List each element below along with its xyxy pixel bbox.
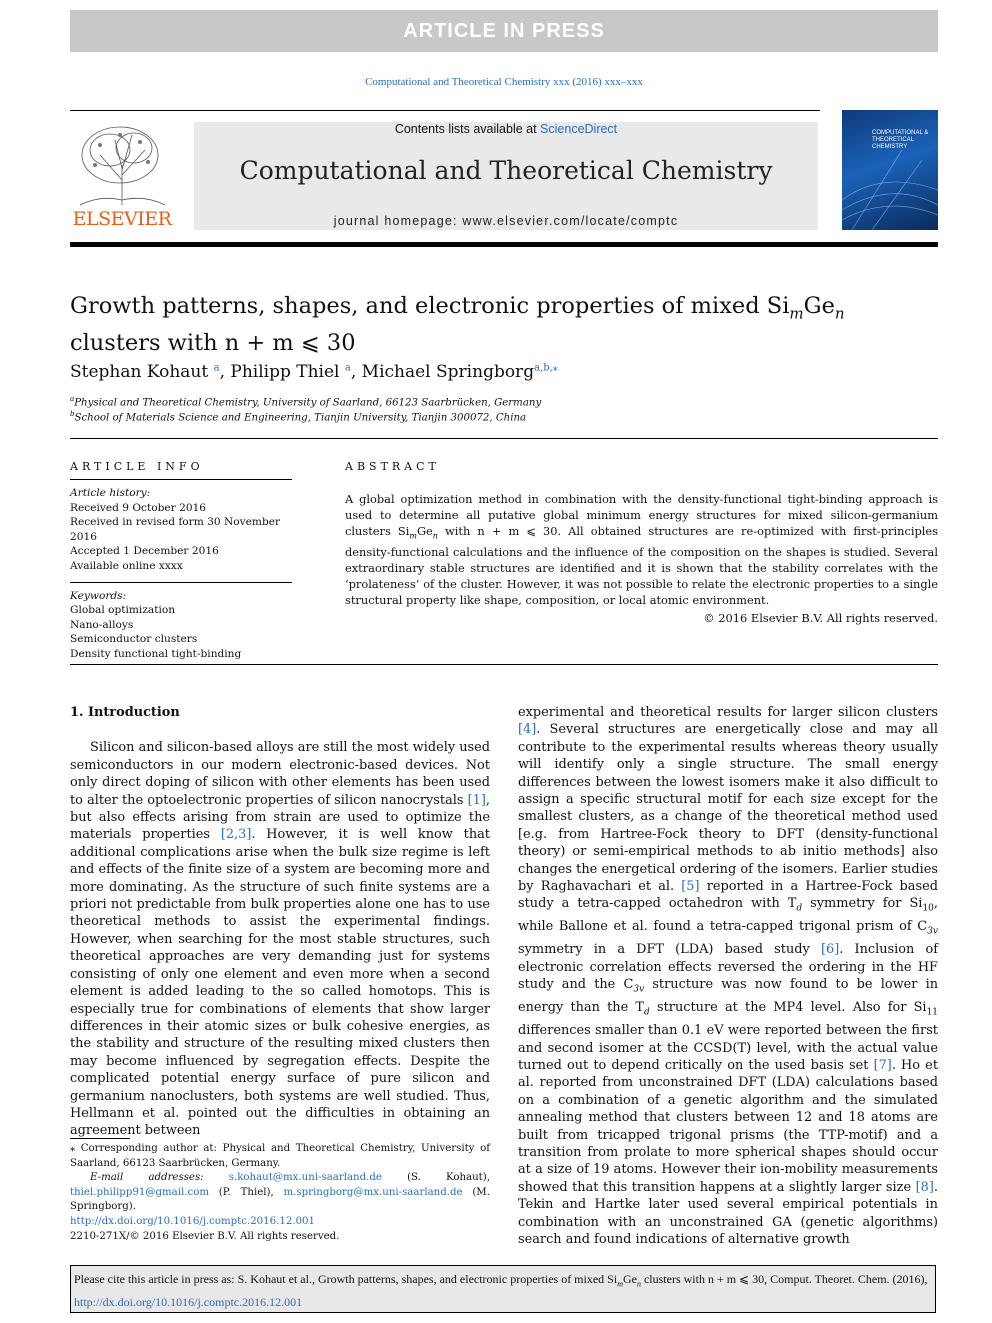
keyword: Global optimization xyxy=(70,604,176,617)
citation-link[interactable]: [1] xyxy=(467,792,486,808)
keyword: Nano-alloys xyxy=(70,618,134,631)
abstract-heading: ABSTRACT xyxy=(345,460,440,473)
body-paragraph: experimental and theoretical results for larger silicon clusters [4]. Several structures are energetically close and may all contribute to the experimental results whereas theory usually will identify only a single structure. The small energy differences between the lowest isomers make it also difficult to assign a specific structural motif for each size except for the smallest clusters, as a change of the theoretical method used [e.g. from Hartree-Fock theory to DFT (density-functional theory) or semi-empirical methods to ab initio methods] also changes the energetical ordering of the isomers. Earlier studies by Raghavachari et al. [5] reported in a Hartree-Fock based study a tetra-capped octahedron with $T_d$ symmetry for $Si_{10}$, while Ballone et al. found a tetra-capped trigonal prism of $C_{3v}$ symmetry in a DFT (LDA) based study [6]. Inclusion of electronic correlation effects reversed the ordering in the HF study and the $C_{3v}$ structure was now found to be lower in energy than the $T_d$ structure at the MP4 level. Also for $Si_{11}$ differences smaller than 0.1 eV were reported between the first and second isomer at the CCSD(T) level, with the actual value turned out to depend critically on the used basis set [7]. Ho et al. reported from unconstrained DFT (LDA) calculations based on a combination of a genetic algorithm and the simulated annealing method that clusters between 12 and 18 atoms are built from tricapped trigonal prisms (the TTP-motif) and a transition from prolate to more spherical shapes should occur at a size of 19 atoms. However their ion-mobility measurements showed that this transition happens at a slightly larger size [8]. Tekin and Hartke later used several empirical potentials in combination with an unconstrained GA (genetic algorithms) search and found indications of alternative growth xyxy=(518,705,939,1248)
history-item: Received 9 October 2016 xyxy=(70,501,207,514)
masthead-thick-rule xyxy=(70,242,938,247)
article-title: Growth patterns, shapes, and electronic properties of mixed $Si_mGe_n$ clusters with n + m ⩽ 30 xyxy=(70,293,845,356)
journal-masthead xyxy=(194,122,818,230)
affiliation: $^b$School of Materials Science and Engineering, Tianjin University, Tianjin 300072, China xyxy=(70,410,527,424)
info-rule xyxy=(70,582,292,583)
journal-homepage: journal homepage: www.elsevier.com/locate/comptc xyxy=(333,214,679,228)
journal-reference-link[interactable]: Computational and Theoretical Chemistry xxx (2016) xxx–xxx xyxy=(365,76,643,88)
copyright-notice: © 2016 Elsevier B.V. All rights reserved. xyxy=(703,611,938,626)
section-heading: 1. Introduction xyxy=(70,705,180,720)
elsevier-logo[interactable] xyxy=(70,120,174,230)
author-name[interactable]: Michael Springborg xyxy=(361,362,535,382)
info-rule xyxy=(70,479,292,480)
citation-link[interactable]: [5] xyxy=(681,879,700,895)
author-name[interactable]: Stephan Kohaut xyxy=(70,362,209,382)
keywords-label: Keywords: xyxy=(70,589,127,602)
article-info-panel xyxy=(70,475,292,662)
section-rule xyxy=(70,664,938,665)
email-link[interactable]: thiel.philipp91@gmail.com xyxy=(70,1186,209,1198)
author-affil-mark[interactable]: a,b,⁎ xyxy=(534,362,558,374)
history-item: Accepted 1 December 2016 xyxy=(70,545,219,558)
author-affil-mark[interactable]: a xyxy=(213,362,220,374)
author-list: Stephan Kohaut $^a$, Philipp Thiel $^a$, Michael Springborg$^{a,b,⁎}$ xyxy=(70,362,558,382)
author-name[interactable]: Philipp Thiel xyxy=(230,362,340,382)
body-paragraph: Silicon and silicon-based alloys are still the most widely used semiconductors in our modern electronic-based devices. Not only direct doping of silicon with other elements has been used to alter the optoelectronic properties of silicon nanocrystals [1], but also effects arising from strain are used to optimize the materials properties [2,3]. However, it is well know that additional complications arise when the bulk size regime is left and effects of the finite size of a system are becoming more and more dominating. As the structure of such finite systems are a priori not predictable from bulk properties alone one has to use theoretical methods to assist the experimental findings. However, when searching for the most stable structures, such theoretical approaches are very demanding just for systems consisting of only one element and even more when a second element is added leading to the so called homotops. This is especially true for combinations of elements that show larger differences in their atomic sizes or bulk cohesive energies, as the stability and structure of the resulting mixed clusters then may become influenced by segregation effects. Despite the complicated potential energy surface of pure silicon and germanium nanoclusters, both systems are well studied. Thus, Hellmann et al. pointed out the difficulties in obtaining an agreement between xyxy=(70,740,491,1139)
header-rule xyxy=(70,110,820,111)
citation-link[interactable]: [4] xyxy=(518,722,537,738)
email-link[interactable]: s.kohaut@mx.uni-saarland.de xyxy=(228,1172,382,1183)
citation-link[interactable]: [7] xyxy=(873,1058,892,1074)
article-in-press-banner: ARTICLE IN PRESS xyxy=(70,10,938,52)
history-label: Article history: xyxy=(70,487,151,499)
abstract-text: A global optimization method in combination with the density-functional tight-binding approach is used to determine all putative global minimum energy structures for mixed silicon-germanium clusters $Si_mGe_n$ with n + m ⩽ 30. All obtained structures are re-optimized with first-principles density-functional calculations and the influence of the composition on the shapes is studied. Several extraordinary stable structures are identified and it is shown that the stability correlates with the ‘prolateness’ of the cluster. However, it was not possible to relate the electronic properties to a single structural property like shape, composition, or local atomic environment. © 2016 Elsevier B.V. All rights reserved. xyxy=(345,492,938,626)
cite-doi-link[interactable]: http://dx.doi.org/10.1016/j.comptc.2016.12.001 xyxy=(74,1295,303,1310)
history-item: Received in revised form 30 November 2016 xyxy=(70,516,281,543)
cover-art-icon xyxy=(842,110,938,230)
journal-cover[interactable] xyxy=(842,110,938,230)
body-left-column xyxy=(70,704,490,1140)
body-right-column xyxy=(518,704,938,1249)
publisher-name: ELSEVIER xyxy=(72,208,172,230)
affiliation: $^a$Physical and Theoretical Chemistry, University of Saarland, 66123 Saarbrücken, Germany xyxy=(70,395,542,409)
article-info-heading: ARTICLE INFO xyxy=(70,460,204,473)
sciencedirect-link[interactable]: ScienceDirect xyxy=(540,122,618,136)
keyword: Semiconductor clusters xyxy=(70,633,198,646)
history-item: Available online xxxx xyxy=(70,559,183,572)
email-link[interactable]: m.springborg@mx.uni-saarland.de xyxy=(283,1186,463,1198)
contents-line: Contents lists available at ScienceDirect xyxy=(394,122,618,136)
citation-link[interactable]: [6] xyxy=(820,942,840,958)
citation-link[interactable]: [8] xyxy=(915,1179,934,1195)
homepage-link[interactable]: www.elsevier.com/locate/comptc xyxy=(462,214,679,228)
issn-copyright: 2210-271X/© 2016 Elsevier B.V. All rights reserved. xyxy=(70,1231,340,1242)
citation-link[interactable]: [2,3] xyxy=(220,827,252,843)
cover-title: COMPUTATIONAL & THEORETICAL CHEMISTRY xyxy=(872,130,929,150)
keyword: Density functional tight-binding xyxy=(70,647,242,660)
author-affil-mark[interactable]: a xyxy=(344,362,351,374)
doi-link[interactable]: http://dx.doi.org/10.1016/j.comptc.2016.12.001 xyxy=(70,1216,316,1227)
corresponding-author-footnote: ⁎ Corresponding author at: Physical and Theoretical Chemistry, University of Saarland, 66123 Saarbrücken, Germany. E-mail addresses: s.kohaut@mx.uni-saarland.de (S. Kohaut), thiel.philipp91@gmail.com (P. Thiel), m.springborg@mx.uni-saarland.de (M. Springborg). xyxy=(70,1143,490,1212)
footnote-rule xyxy=(70,1138,130,1139)
section-rule xyxy=(70,438,938,439)
cite-this-article-box: Please cite this article in press as: S. Kohaut et al., Growth patterns, shapes, and electronic properties of mixed $Si_mGe_n$ clusters with n + m ⩽ 30, Comput. Theoret. Chem. (2016), http://dx.doi.org/10.1016/j.comptc.2016.12.001 xyxy=(70,1265,936,1313)
journal-title: Computational and Theoretical Chemistry xyxy=(239,156,773,185)
